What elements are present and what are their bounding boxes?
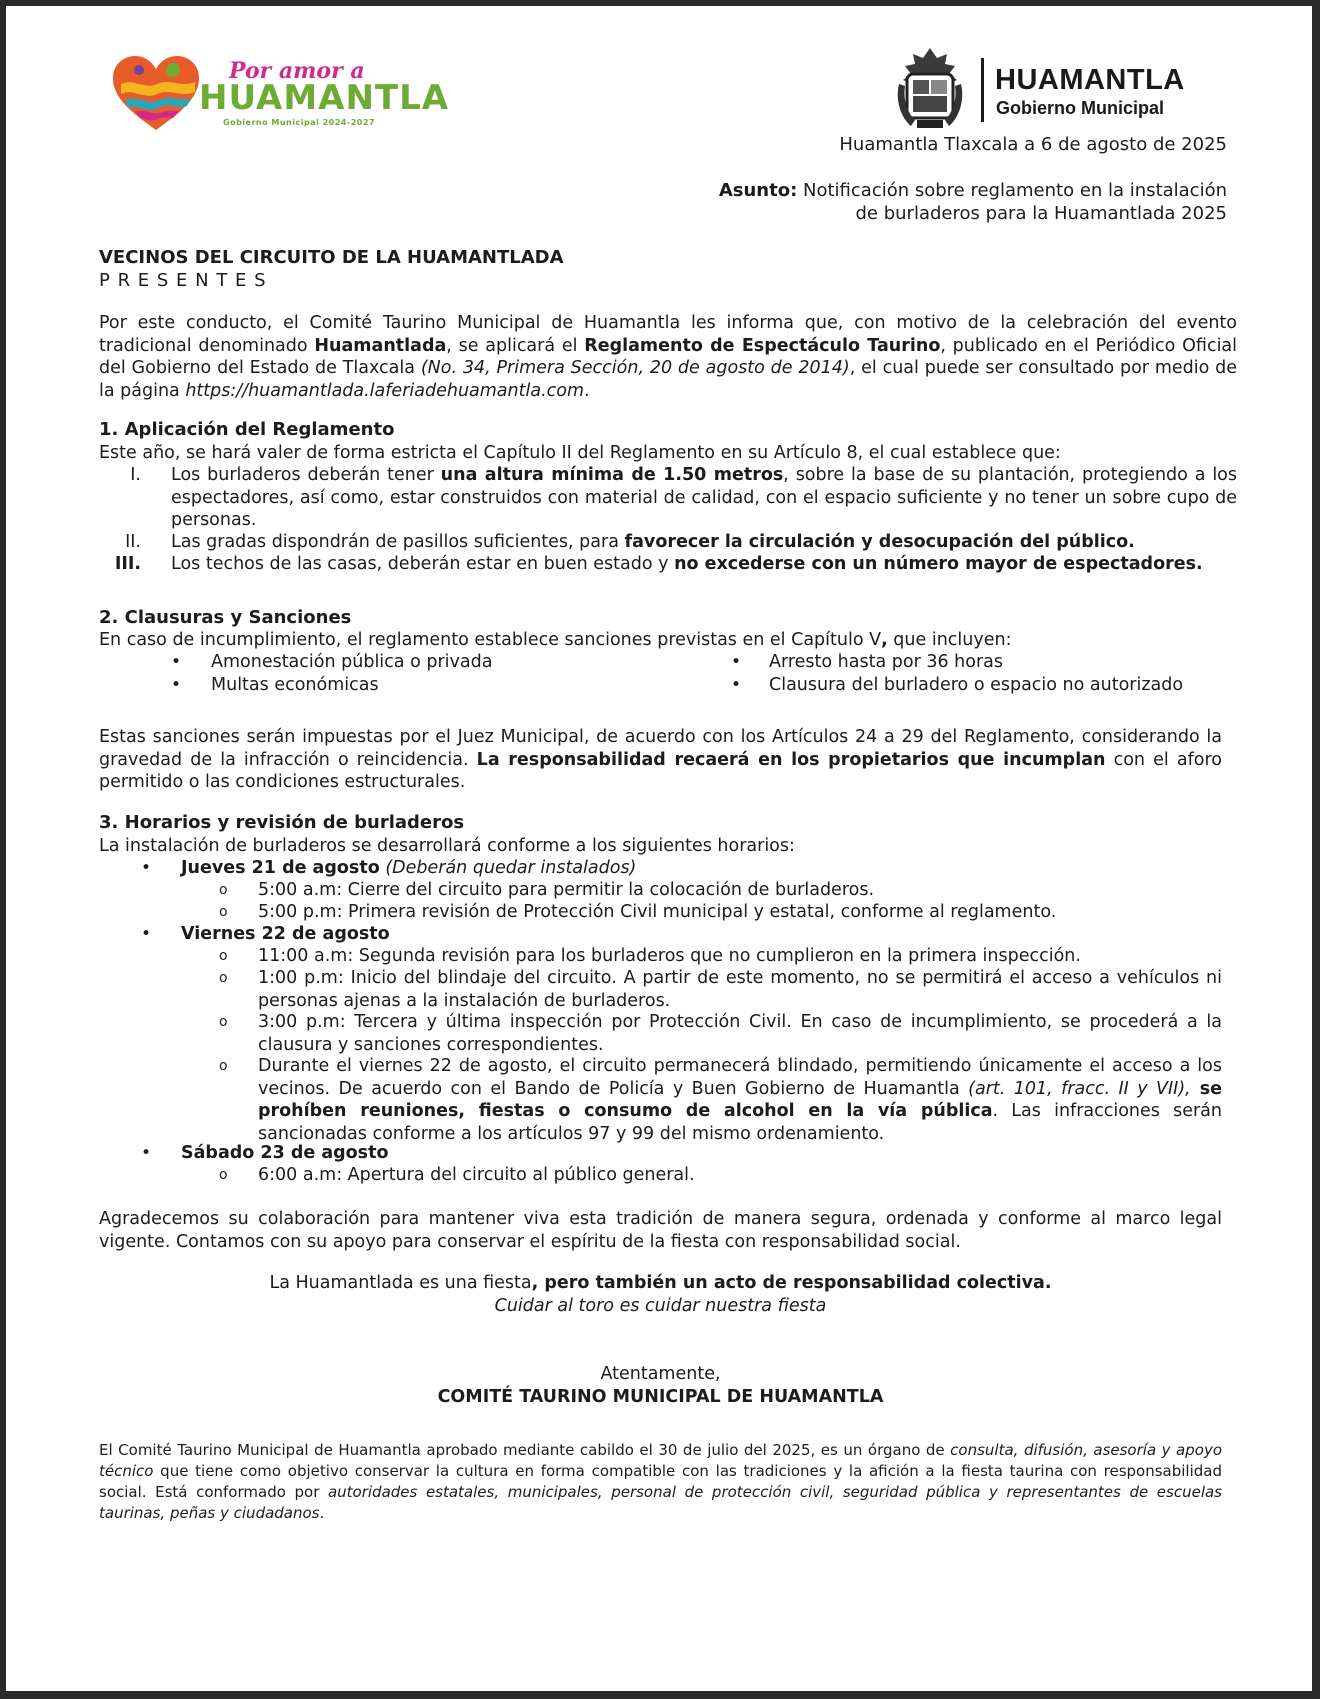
footer-text: que tiene como objetivo conservar la cultura en forma compatible con las tradiciones y la afición a la fiesta taurina con responsabilidad social. Está conformado por <box>99 1462 1222 1501</box>
item-text: . Las infracciones serán sancionadas conforme a los artículos 97 y 99 del mismo ordenamiento. <box>258 1101 1222 1144</box>
intro-bold-reglamento: Reglamento de Espectáculo Taurino <box>584 335 941 356</box>
article-item-1 <box>171 464 1237 532</box>
article-item-2 <box>171 531 1135 554</box>
date-line: Huamantla Tlaxcala a 6 de agosto de 2025 <box>839 134 1227 155</box>
subject-text-1: Notificación sobre reglamento en la instalación <box>803 180 1227 201</box>
signature-committee: COMITÉ TAURINO MUNICIPAL DE HUAMANTLA <box>437 1387 884 1407</box>
para-text: con el aforo permitido o las condiciones estructurales. <box>99 749 1222 792</box>
subject-label: Asunto: <box>718 180 798 201</box>
bullet-icon: • <box>141 1143 152 1163</box>
letter-page <box>6 6 1312 1691</box>
section-1-title: 1. Aplicación del Reglamento <box>99 419 395 440</box>
sanction-item: Clausura del burladero o espacio no autorizado <box>769 675 1184 695</box>
sanction-item: Amonestación pública o privada <box>211 652 493 672</box>
schedule-item: 1:00 p.m: Inicio del blindaje del circuito. A partir de este momento, no se permitirá el acceso a vehículos ni personas ajenas a la instalación de burladeros. <box>258 968 1222 1011</box>
municipality-name: HUAMANTLA <box>995 64 1185 96</box>
bullet-icon: • <box>731 675 742 695</box>
schedule-item: 6:00 a.m: Apertura del circuito al público general. <box>258 1165 695 1185</box>
article-item-3 <box>171 553 1203 576</box>
bullet-icon: • <box>171 675 182 695</box>
day-label: Jueves 21 de agosto <box>181 858 380 878</box>
circle-bullet-icon: o <box>219 1167 228 1183</box>
day-1-heading <box>181 857 636 880</box>
schedule-item: 5:00 a.m: Cierre del circuito para permitir la colocación de burladeros. <box>258 880 875 900</box>
intro-text: Por este conducto, el Comité Taurino Municipal de Huamantla les informa que, con motivo de la celebración del evento tradicional denominado <box>99 313 1237 356</box>
item-bold: favorecer la circulación y desocupación del público. <box>624 532 1135 552</box>
intro-text: , el cual puede ser consultado por medio de la página <box>99 358 1238 401</box>
lead-comma: , <box>881 630 888 650</box>
logo-caption: Gobierno Municipal 2024-2027 <box>223 118 375 127</box>
item-bold: se prohíben reuniones, fiestas o consumo de alcohol en la vía pública <box>258 1078 1222 1121</box>
section-1-lead: Este año, se hará valer de forma estricta el Capítulo II del Reglamento en su Artículo 8, el cual establece que: <box>99 443 1061 463</box>
footer-text: El Comité Taurino Municipal de Huamantla aprobado mediante cabildo el 30 de julio del 2025, es un órgano de <box>99 1441 951 1459</box>
schedule-item-blindaje <box>258 1055 1222 1145</box>
circle-bullet-icon: o <box>219 904 228 920</box>
item-citation: (art. 101, fracc. II y VII), <box>968 1078 1191 1099</box>
lead-text: que incluyen: <box>887 630 1012 650</box>
circle-bullet-icon: o <box>219 948 228 964</box>
logo-tagline: Por amor a <box>229 58 365 84</box>
footer-italic: autoridades estatales, municipales, personal de protección civil, seguridad pública y representantes de escuelas taurinas, peñas y ciudadanos <box>99 1483 1222 1522</box>
circle-bullet-icon: o <box>219 882 228 898</box>
recipient-greeting: P R E S E N T E S <box>99 270 267 291</box>
sanction-item: Arresto hasta por 36 horas <box>769 652 1004 672</box>
intro-text: , se aplicará el <box>446 335 585 356</box>
schedule-item: 11:00 a.m: Segunda revisión para los burladeros que no cumplieron en la primera inspección. <box>258 946 1081 966</box>
list-number: III. <box>114 554 141 574</box>
list-number: I. <box>130 465 141 485</box>
circle-bullet-icon: o <box>219 1058 228 1074</box>
bullet-icon: • <box>171 652 182 672</box>
day-2-heading: Viernes 22 de agosto <box>181 924 390 944</box>
list-number: II. <box>125 532 141 552</box>
heart-logo-icon <box>111 54 201 132</box>
item-text: Los techos de las casas, deberán estar en buen estado y <box>171 554 675 574</box>
logo-divider <box>981 58 984 122</box>
bullet-icon: • <box>731 652 742 672</box>
circle-bullet-icon: o <box>219 1014 228 1030</box>
coat-of-arms-icon <box>891 44 969 134</box>
signature-greeting: Atentamente, <box>600 1364 721 1384</box>
section-3-title: 3. Horarios y revisión de burladeros <box>99 812 465 833</box>
intro-paragraph <box>99 312 1237 402</box>
motto-text: La Huamantlada es una fiesta <box>269 1273 532 1293</box>
section-2-lead <box>99 629 1011 652</box>
schedule-item: 5:00 p.m: Primera revisión de Protección Civil municipal y estatal, conforme al reglamento. <box>258 902 1057 922</box>
sanction-item: Multas económicas <box>211 675 379 695</box>
para-text: Estas sanciones serán impuestas por el Juez Municipal, de acuerdo con los Artículos 24 a 29 del Reglamento, considerando la gravedad de la infracción o reincidencia. <box>99 727 1222 770</box>
footer-text: . <box>319 1504 325 1522</box>
day-3-heading: Sábado 23 de agosto <box>181 1143 389 1163</box>
sanctions-paragraph <box>99 726 1222 794</box>
logo-wordmark: HUAMANTLA <box>199 78 450 118</box>
schedule-item: 3:00 p.m: Tercera y última inspección por Protección Civil. En caso de incumplimiento, se procederá a la clausura y sanciones correspondientes. <box>258 1012 1222 1055</box>
intro-text: , publicado en el Periódico Oficial del Gobierno del Estado de Tlaxcala <box>99 335 1238 378</box>
bullet-icon: • <box>141 924 152 944</box>
item-text: Durante el viernes 22 de agosto, el circuito permanecerá blindado, permitiendo únicamente el acceso a los vecinos. De acuerdo con el Bando de Policía y Buen Gobierno de Huamantla <box>258 1056 1222 1099</box>
circle-bullet-icon: o <box>219 970 228 986</box>
day-note: (Deberán quedar instalados) <box>385 858 637 878</box>
intro-url: https://huamantlada.laferiadehuamantla.com <box>185 380 585 401</box>
intro-citation: (No. 34, Primera Sección, 20 de agosto de 2014) <box>420 358 850 378</box>
footer-note <box>99 1440 1222 1524</box>
item-text: Los burladeros deberán tener <box>171 465 441 485</box>
para-bold: La responsabilidad recaerá en los propietarios que incumplan <box>476 749 1106 770</box>
section-2-title: 2. Clausuras y Sanciones <box>99 607 352 628</box>
intro-text: . <box>584 380 590 401</box>
item-text: , sobre la base de su plantación, protegiendo a los espectadores, así como, estar construidos con material de calidad, con el espacio suficiente y no tener un sobre cupo de personas. <box>171 465 1238 530</box>
motto-line-2: Cuidar al toro es cuidar nuestra fiesta <box>494 1296 827 1316</box>
huamantla-campaign-logo <box>111 54 450 134</box>
item-text: Las gradas dispondrán de pasillos suficientes, para <box>171 532 625 552</box>
municipal-government-logo <box>891 44 1201 134</box>
government-label: Gobierno Municipal <box>996 98 1165 118</box>
intro-bold-huamantlada: Huamantlada <box>314 335 447 356</box>
item-bold: una altura mínima de 1.50 metros <box>440 465 784 485</box>
recipient-name: VECINOS DEL CIRCUITO DE LA HUAMANTLADA <box>99 247 564 268</box>
closing-paragraph: Agradecemos su colaboración para mantener viva esta tradición de manera segura, ordenada y conforme al marco legal vigente. Contamos con su apoyo para conservar el espíritu de la fiesta con responsabilidad social. <box>99 1209 1222 1252</box>
footer-italic: consulta, difusión, asesoría y apoyo técnico <box>99 1441 1222 1480</box>
motto-bold: , pero también un acto de responsabilidad colectiva. <box>531 1273 1052 1293</box>
lead-text: En caso de incumplimiento, el reglamento establece sanciones previstas en el Capítulo V <box>99 630 882 650</box>
bullet-icon: • <box>141 858 152 878</box>
subject-line-2: de burladeros para la Huamantlada 2025 <box>855 203 1227 224</box>
motto-line-1 <box>99 1272 1222 1295</box>
section-3-lead: La instalación de burladeros se desarrollará conforme a los siguientes horarios: <box>99 836 795 856</box>
item-bold: no excederse con un número mayor de espectadores. <box>674 554 1203 574</box>
subject-line-1 <box>506 180 1227 203</box>
